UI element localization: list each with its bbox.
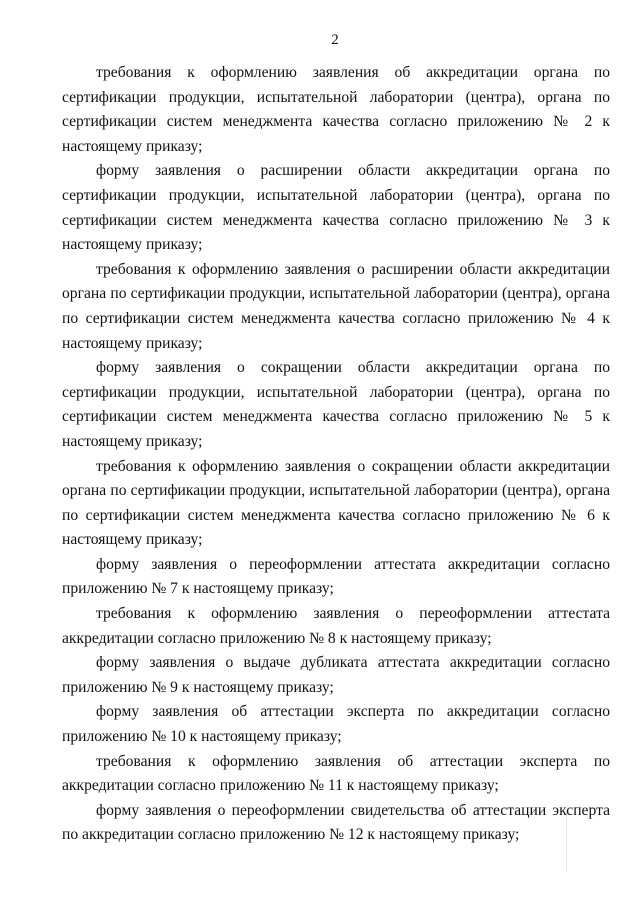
paragraph-appendix-10: форму заявления об аттестации эксперта по аккредитации согласно приложению № 10 к настоящему приказу; (62, 703, 610, 746)
paragraph-appendix-11: требования к оформлению заявления об аттестации эксперта по аккредитации согласно приложению № 11 к настоящему приказу; (62, 752, 610, 795)
document-body (62, 61, 610, 848)
paragraph-appendix-4: требования к оформлению заявления о расширении области аккредитации органа по сертификации продукции, испытательной лаборатории (центра), органа по сертификации систем менеджмента качества согласно приложению № 4 к настоящему приказу; (62, 260, 610, 352)
page-number: 2 (331, 32, 339, 48)
scan-margin-mark (566, 812, 568, 872)
paragraph-appendix-8: требования к оформлению заявления о переоформлении аттестата аккредитации согласно приложению № 8 к настоящему приказу; (62, 605, 610, 647)
paragraph-appendix-12: форму заявления о переоформлении свидетельства об аттестации эксперта по аккредитации согласно приложению № 12 к настоящему приказу; (62, 801, 610, 844)
paragraph-appendix-7: форму заявления о переоформлении аттестата аккредитации согласно приложению № 7 к настоящему приказу; (62, 555, 610, 598)
paragraph-appendix-2: требования к оформлению заявления об аккредитации органа по сертификации продукции, испытательной лаборатории (центра), органа по сертификации систем менеджмента качества согласно приложению № 2 к настоящему приказу; (62, 64, 610, 155)
paragraph-appendix-9: форму заявления о выдаче дубликата аттестата аккредитации согласно приложению № 9 к настоящему приказу; (62, 654, 610, 696)
paragraph-appendix-6: требования к оформлению заявления о сокращении области аккредитации органа по сертификации продукции, испытательной лаборатории (центра), органа по сертификации систем менеджмента качества согласно приложению № 6 к настоящему приказу; (62, 457, 610, 549)
paragraph-appendix-3: форму заявления о расширении области аккредитации органа по сертификации продукции, испытательной лаборатории (центра), органа по сертификации систем менеджмента качества согласно приложению № 3 к настоящему приказу; (62, 162, 610, 254)
paragraph-appendix-5: форму заявления о сокращении области аккредитации органа по сертификации продукции, испытательной лаборатории (центра), органа по сертификации систем менеджмента качества согласно приложению № 5 к настоящему приказу; (62, 359, 610, 450)
